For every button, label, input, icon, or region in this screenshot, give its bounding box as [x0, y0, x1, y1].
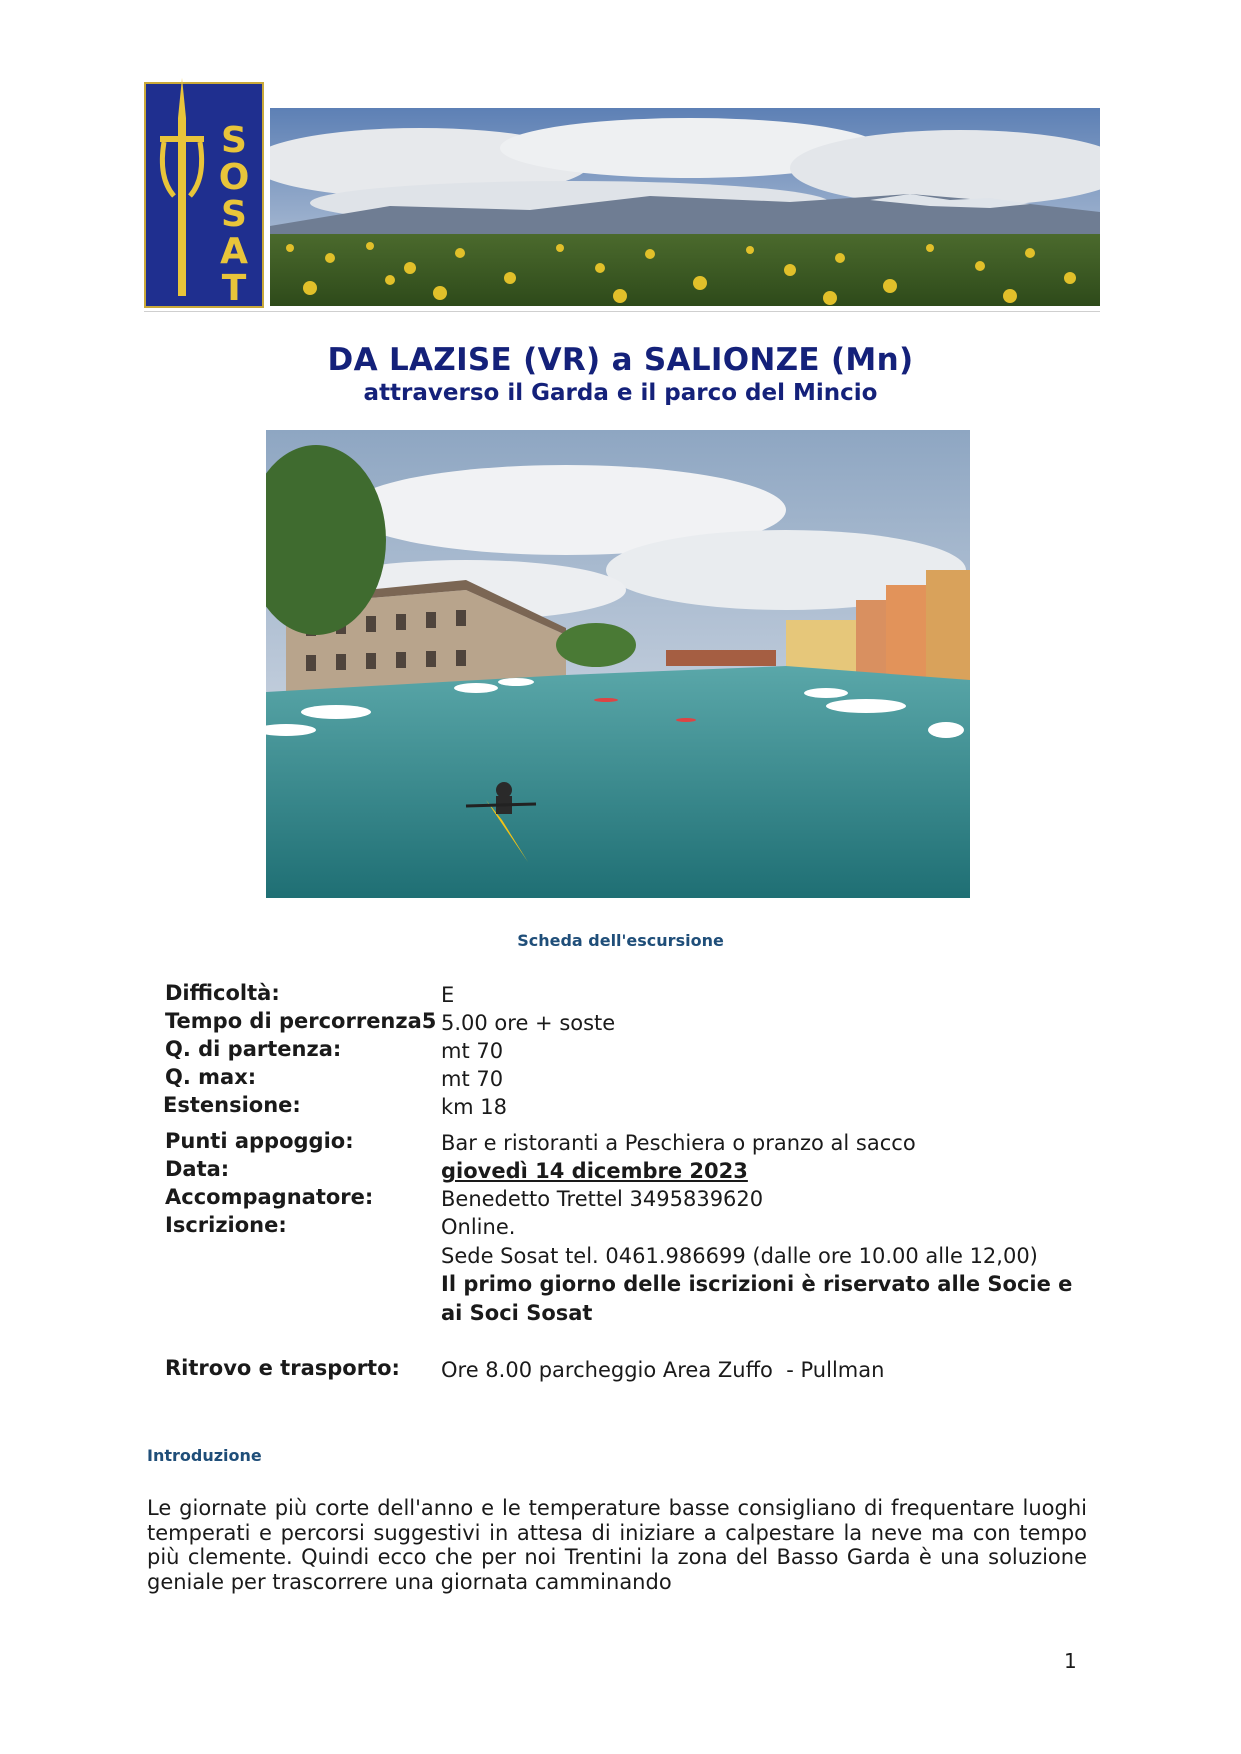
detail-value-wrap: [441, 1213, 1101, 1327]
event-date: giovedì 14 dicembre 2023: [441, 1159, 748, 1183]
logo-letter: S: [221, 194, 247, 235]
detail-label: Tempo di percorrenza5: [165, 1009, 437, 1033]
detail-value: 5.00 ore + soste: [441, 1011, 616, 1035]
sword-icon: [154, 78, 210, 306]
logo-letter: O: [218, 157, 250, 198]
detail-value: mt 70: [441, 1039, 504, 1063]
iscrizione-online: Online.: [441, 1215, 516, 1239]
detail-label: Punti appoggio:: [165, 1129, 354, 1153]
detail-value: Benedetto Trettel 3495839620: [441, 1187, 764, 1211]
detail-value-wrap: [441, 1157, 1101, 1186]
logo-letters: [214, 122, 254, 307]
detail-label: Q. max:: [165, 1065, 257, 1089]
sosat-logo: [144, 82, 264, 308]
detail-value: Bar e ristoranti a Peschiera o pranzo al sacco: [441, 1131, 916, 1155]
detail-label: Accompagnatore:: [165, 1185, 374, 1209]
detail-label: Estensione:: [163, 1093, 301, 1117]
detail-label: Data:: [165, 1157, 230, 1181]
detail-value: km 18: [441, 1095, 508, 1119]
intro-paragraph: Le giornate più corte dell'anno e le temperature basse consigliano di frequentare luoghi temperati e percorsi suggestivi in attesa di iniziare a calpestare la neve ma con tempo più clemente. Quindi ecco che per noi Trentini la zona del Basso Garda è una soluzione geniale per trascorrere una giornata camminando: [147, 1496, 1087, 1594]
logo-letter: A: [220, 231, 248, 272]
section-heading-scheda: Scheda dell'escursione: [517, 931, 724, 950]
detail-value: E: [441, 983, 455, 1007]
page-number: 1: [1064, 1649, 1077, 1673]
logo-letter: S: [221, 120, 247, 161]
page-subtitle: attraverso il Garda e il parco del Mincio: [363, 380, 878, 406]
detail-label: Iscrizione:: [165, 1213, 287, 1237]
iscrizione-note: Il primo giorno delle iscrizioni è riservato alle Socie e ai Soci Sosat: [441, 1272, 1073, 1325]
canal-photo: [266, 430, 970, 898]
section-heading-introduzione: Introduzione: [147, 1446, 262, 1465]
page-title: DA LAZISE (VR) a SALIONZE (Mn): [327, 342, 914, 378]
logo-letter: T: [221, 268, 247, 309]
detail-label: Difficoltà:: [165, 981, 280, 1005]
detail-value: mt 70: [441, 1067, 504, 1091]
iscrizione-sede: Sede Sosat tel. 0461.986699 (dalle ore 10.00 alle 12,00): [441, 1243, 1038, 1268]
header-divider: [144, 311, 1100, 312]
header-banner-image: [270, 108, 1100, 306]
detail-value: Ore 8.00 parcheggio Area Zuffo - Pullman: [441, 1358, 885, 1382]
detail-label: Q. di partenza:: [165, 1037, 342, 1061]
detail-label: Ritrovo e trasporto:: [165, 1356, 400, 1380]
